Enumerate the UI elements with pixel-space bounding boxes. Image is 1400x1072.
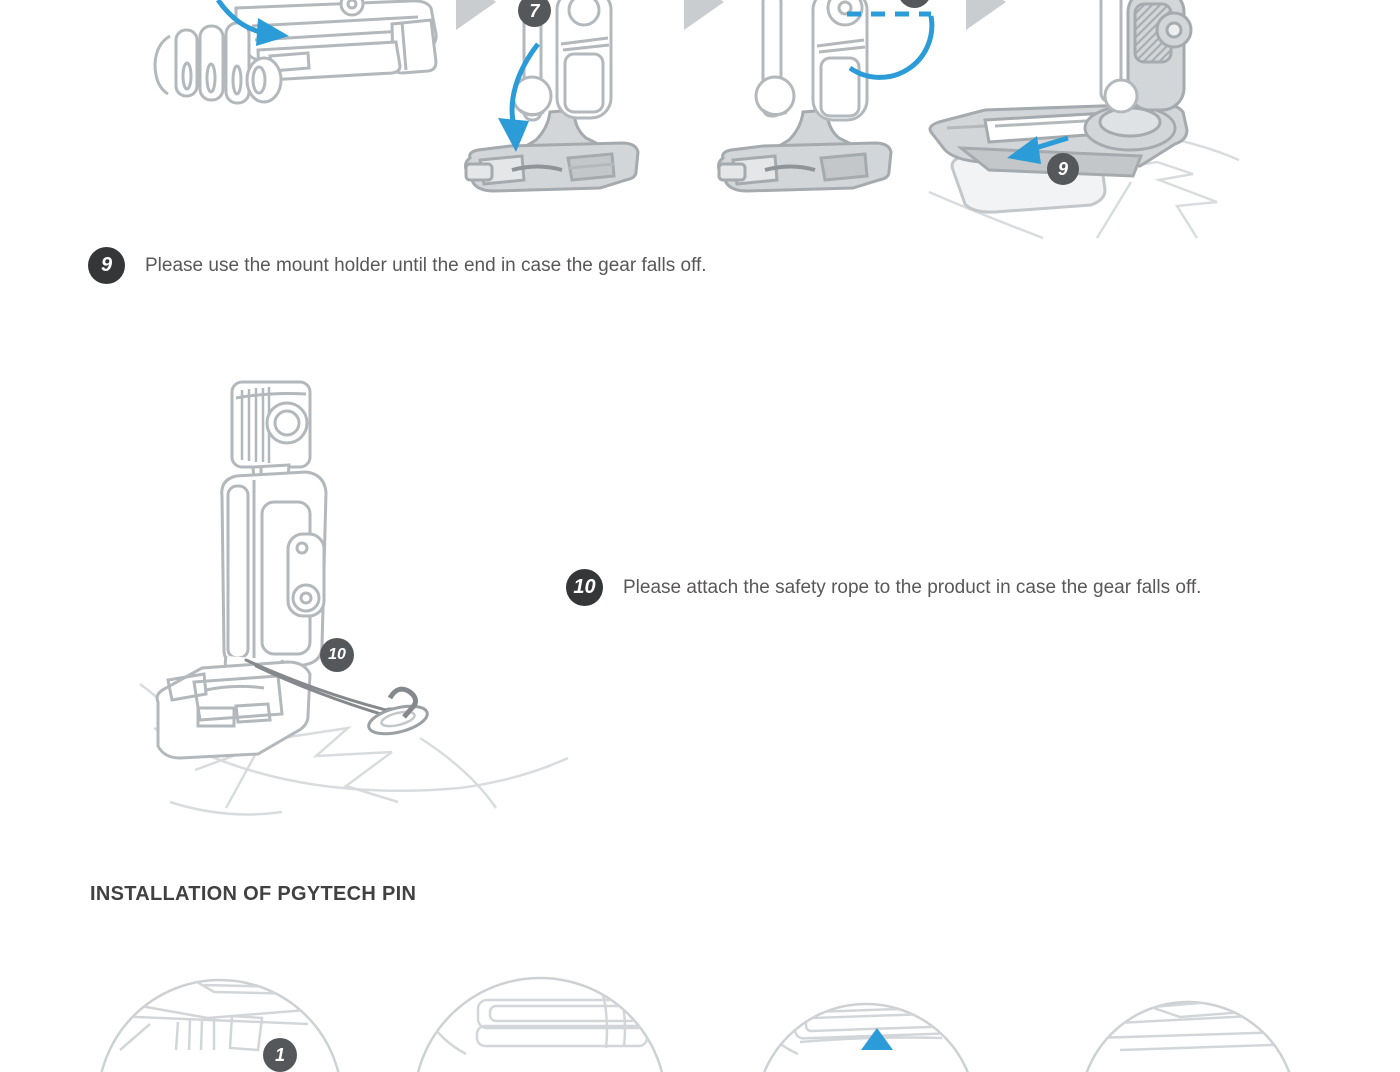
slide-plate-into-mount-holder-illustration	[925, 0, 1245, 240]
instruction-9-number-badge: 9	[88, 247, 125, 284]
attach-safety-rope-illustration	[140, 368, 580, 818]
pin-step-circle-3	[756, 998, 976, 1072]
instruction-step-10	[566, 569, 1201, 606]
pin-step-circle-4	[1080, 996, 1304, 1072]
pin-step-circle-2	[414, 973, 666, 1072]
step-7-badge: 7	[518, 0, 551, 27]
section-heading: INSTALLATION OF PGYTECH PIN	[90, 883, 417, 905]
pin-step-circle-1	[98, 978, 342, 1072]
instruction-10-text: Please attach the safety rope to the product in case the gear falls off.	[623, 576, 1202, 598]
pin-step-1-badge: 1	[263, 1038, 297, 1072]
safety-pin-anchor	[366, 689, 430, 739]
instruction-9-text: Please use the mount holder until the end in case the gear falls off.	[145, 254, 707, 276]
instruction-step-9	[88, 247, 707, 284]
rotate-arm-illustration	[695, 0, 935, 200]
fold-arm-down-illustration	[450, 0, 650, 200]
attach-mount-to-quick-release-plate-illustration	[140, 0, 470, 118]
instruction-10-number-badge: 10	[566, 569, 603, 606]
step-9-badge: 9	[1047, 153, 1079, 185]
pgytech-pin-steps-illustration	[0, 960, 1400, 1050]
step-10-badge: 10	[320, 638, 354, 672]
